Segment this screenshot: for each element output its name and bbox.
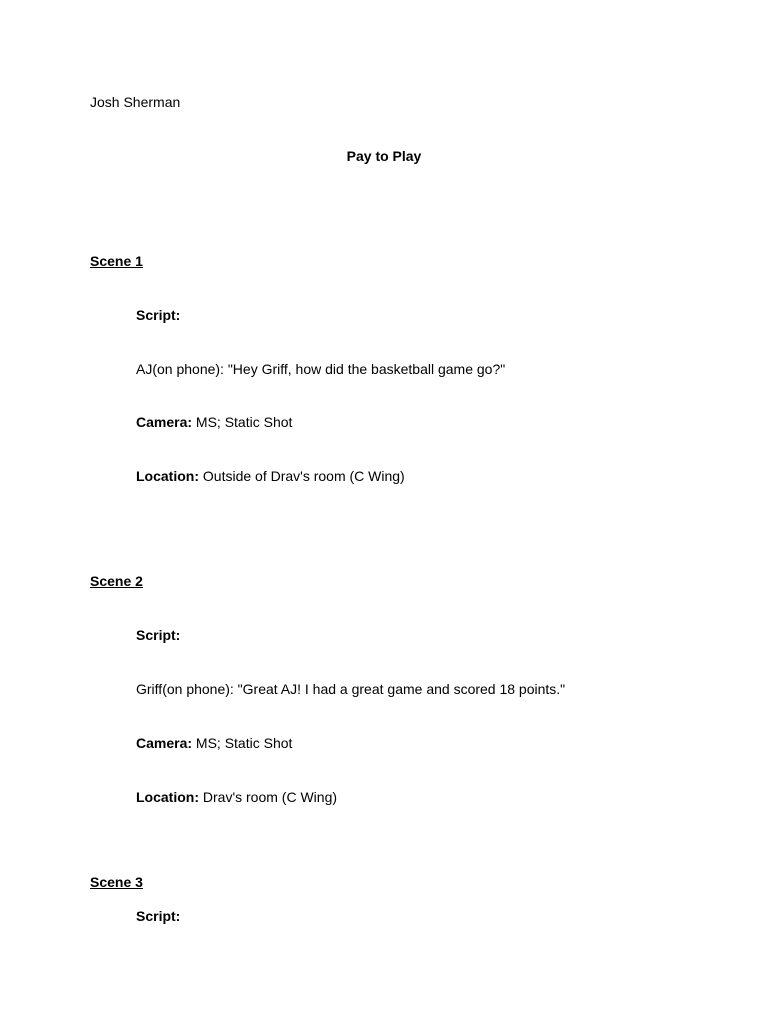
scene-1-camera-value: MS; Static Shot xyxy=(195,414,293,430)
scene-2-camera-label: Camera: xyxy=(136,735,193,751)
document-title: Pay to Play xyxy=(346,148,422,164)
scene-2-location xyxy=(136,788,337,806)
scene-1-location-value: Outside of Drav's room (C Wing) xyxy=(202,468,405,484)
scene-2-heading: Scene 2 xyxy=(90,573,143,589)
scene-3-heading: Scene 3 xyxy=(90,874,143,890)
scene-1-location xyxy=(136,467,405,485)
scene-2-camera xyxy=(136,734,292,752)
scene-2-location-value: Drav's room (C Wing) xyxy=(202,789,338,805)
scene-1-camera xyxy=(136,413,292,431)
scene-1-location-label: Location: xyxy=(136,468,199,484)
scene-1-script-label: Script: xyxy=(136,307,181,323)
scene-2-camera-value: MS; Static Shot xyxy=(195,735,293,751)
scene-2-script-line: Griff(on phone): "Great AJ! I had a great game and scored 18 points." xyxy=(136,681,566,697)
scene-1-heading: Scene 1 xyxy=(90,253,143,269)
scene-2-script-label: Script: xyxy=(136,627,181,643)
scene-3-script-label: Script: xyxy=(136,908,181,924)
scene-2-location-label: Location: xyxy=(136,789,199,805)
scene-1-script-line: AJ(on phone): "Hey Griff, how did the basketball game go?" xyxy=(136,361,506,377)
scene-1-camera-label: Camera: xyxy=(136,414,193,430)
author-name: Josh Sherman xyxy=(90,94,181,110)
